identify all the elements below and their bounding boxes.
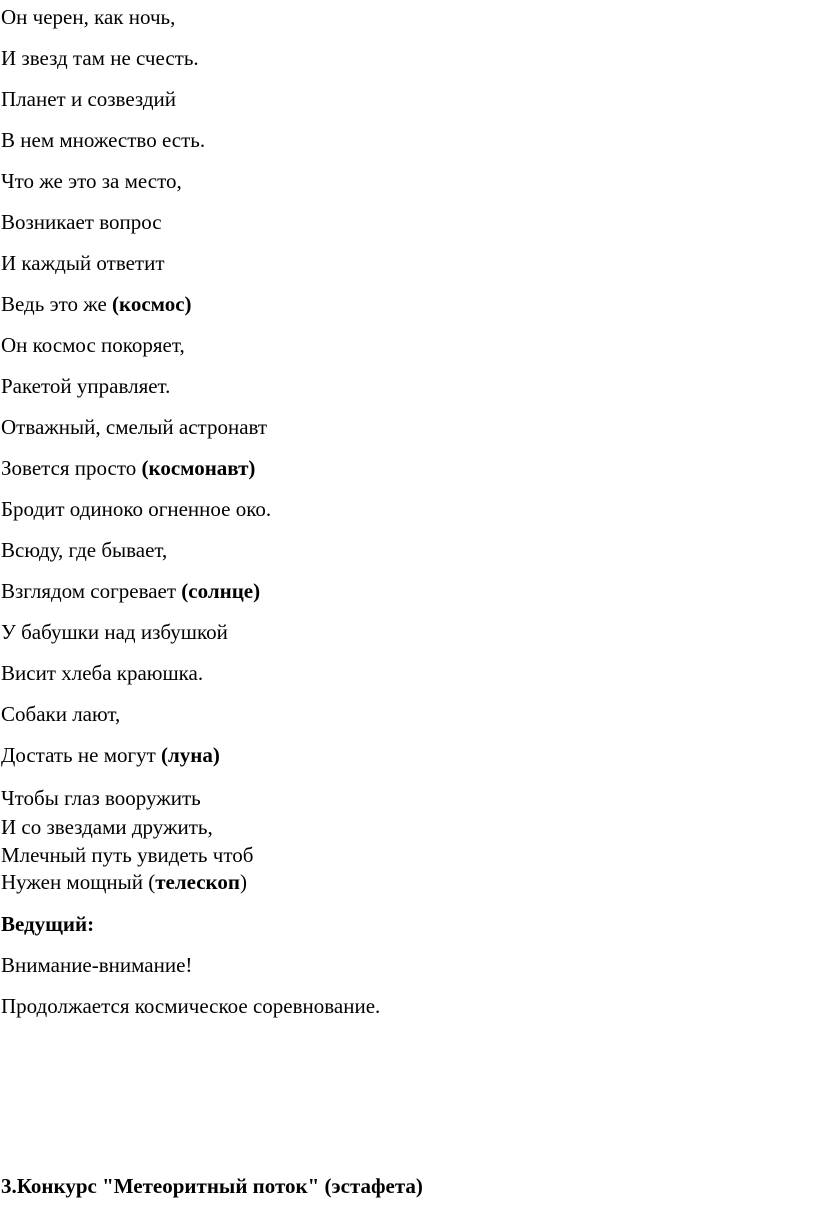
text-line: И звезд там не счесть.: [1, 46, 199, 70]
text-line: И каждый ответит: [1, 251, 165, 275]
text-line: Внимание-внимание!: [1, 953, 193, 977]
text-line: Собаки лают,: [1, 702, 121, 726]
text-line: Млечный путь увидеть чтоб: [1, 843, 254, 867]
text-line: [1, 578, 260, 604]
riddle-answer: (луна): [161, 743, 220, 767]
text-line: [1, 291, 192, 317]
text-line: Возникает вопрос: [1, 210, 162, 234]
text-line: Продолжается космическое соревнование.: [1, 994, 381, 1018]
text-line: Бродит одиноко огненное око.: [1, 497, 272, 521]
text-line: Висит хлеба краюшка.: [1, 661, 204, 685]
text-line: В нем множество есть.: [1, 128, 206, 152]
text-line: Ракетой управляет.: [1, 374, 171, 398]
line-text: Зовется просто: [1, 456, 142, 480]
line-text: Нужен мощный (: [1, 870, 156, 894]
text-line: Планет и созвездий: [1, 87, 177, 111]
text-line: Он черен, как ночь,: [1, 5, 176, 29]
riddle-answer: (космос): [112, 292, 192, 316]
host-label: Ведущий:: [1, 912, 95, 936]
line-text: Взглядом согревает: [1, 579, 182, 603]
text-line: И со звездами дружить,: [1, 815, 213, 839]
text-line: Всюду, где бывает,: [1, 538, 168, 562]
text-line: Отважный, смелый астронавт: [1, 415, 268, 439]
text-line: У бабушки над избушкой: [1, 620, 228, 644]
text-line: [1, 869, 247, 895]
line-text: Ведь это же: [1, 292, 113, 316]
riddle-answer: (солнце): [181, 579, 261, 603]
line-text: ): [239, 870, 247, 894]
line-text: Достать не могут: [1, 743, 162, 767]
text-line: [1, 455, 255, 481]
contest-heading: 3.Конкурс "Метеоритный поток" (эстафета): [1, 1174, 423, 1198]
text-line: Что же это за место,: [1, 169, 182, 193]
riddle-answer: (космонавт): [141, 456, 256, 480]
text-line: Чтобы глаз вооружить: [1, 786, 201, 810]
text-line: [1, 742, 220, 768]
text-line: Он космос покоряет,: [1, 333, 185, 357]
riddle-answer: телескоп: [155, 870, 240, 894]
